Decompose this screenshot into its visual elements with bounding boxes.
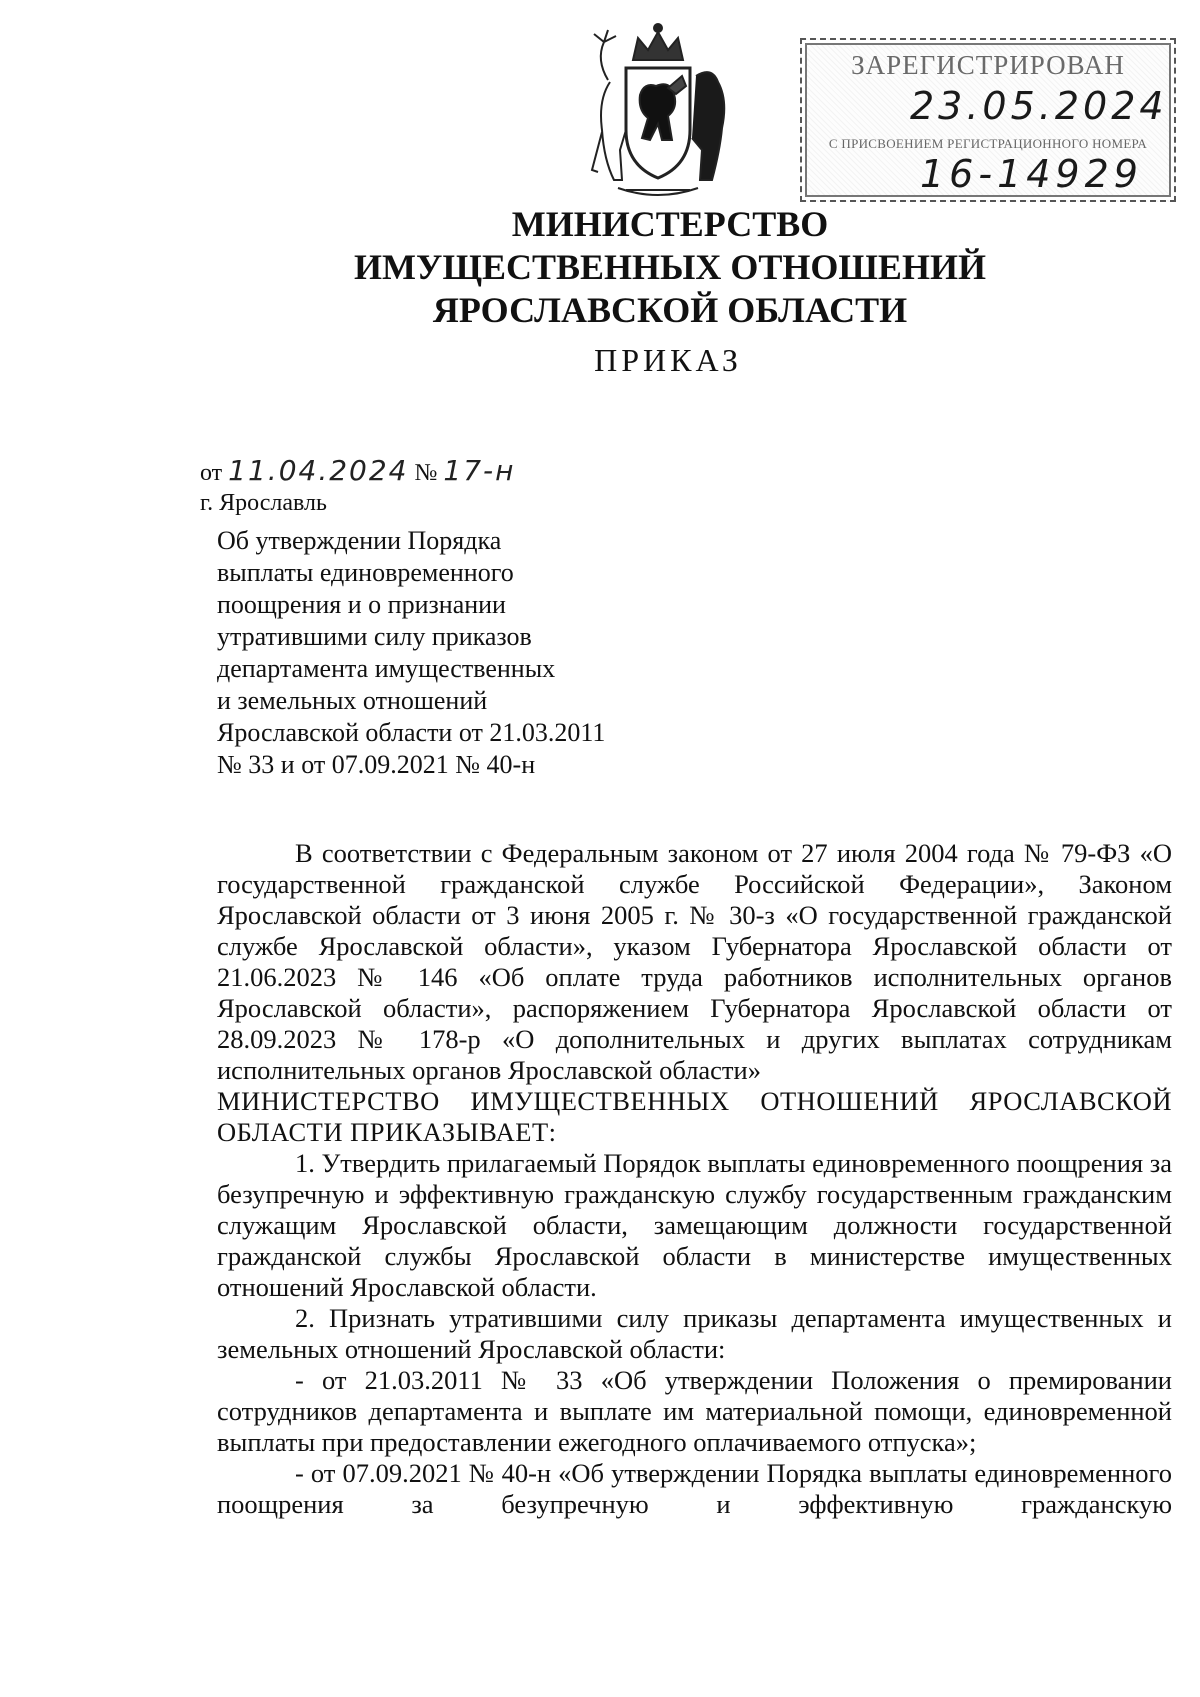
dash-item-1-paragraph: - от 21.03.2011 № 33 «Об утверждении Положения о премировании сотрудников департамента и выплате им материальной помощи, единовременной выплаты при предоставлении ежегодного оплачиваемого отпуска»;	[217, 1365, 1172, 1457]
city: г. Ярославль	[200, 490, 327, 516]
ministry-heading-line: МИНИСТЕРСТВО	[511, 204, 829, 244]
date-number-line	[200, 454, 515, 487]
order-subject	[217, 525, 717, 781]
item-1-paragraph: 1. Утвердить прилагаемый Порядок выплаты единовременного поощрения за безупречную и эффективную гражданскую службу государственным гражданским служащим Ярославской области, замещающим должности государственной гражданской службы Ярославской области в министерстве имущественных отношений Ярославской области.	[217, 1148, 1172, 1302]
order-body	[217, 838, 1172, 1520]
ministry-heading	[0, 203, 1200, 332]
subject-line: выплаты единовременного	[217, 558, 514, 587]
document-type: ПРИКАЗ	[594, 342, 742, 378]
stamp-date: 23.05.2024	[910, 84, 1168, 128]
stamp-registration-number: 16-14929	[920, 152, 1143, 196]
subject-line: утратившими силу приказов	[217, 622, 532, 651]
ministry-heading-line: ИМУЩЕСТВЕННЫХ ОТНОШЕНИЙ	[354, 247, 986, 287]
stamp-subtitle: С ПРИСВОЕНИЕМ РЕГИСТРАЦИОННОГО НОМЕРА	[828, 136, 1148, 151]
item-2-paragraph: 2. Признать утратившими силу приказы департамента имущественных и земельных отношений Ярославской области:	[217, 1303, 1172, 1364]
preamble-paragraph: В соответствии с Федеральным законом от 27 июля 2004 года № 79-ФЗ «О государственной гражданской службе Российской Федерации», Законом Ярославской области от 3 июня 2005 г. № 30-з «О государственной гражданской службе Ярославской области», указом Губернатора Ярославской области от 21.06.2023 № 146 «Об оплате труда работников исполнительных органов Ярославской области», распоряжением Губернатора Ярославской области от 28.09.2023 № 178-р «О дополнительных и других выплатах сотрудникам исполнительных органов Ярославской области»	[217, 838, 1172, 1085]
subject-line: поощрения и о признании	[217, 590, 506, 619]
from-label: от	[200, 460, 223, 486]
registration-stamp	[800, 38, 1176, 202]
subject-line: Об утверждении Порядка	[217, 526, 502, 555]
number-label: №	[414, 460, 438, 486]
order-number: 17-н	[443, 454, 516, 487]
subject-line: Ярославской области от 21.03.2011	[217, 718, 606, 747]
orders-paragraph: МИНИСТЕРСТВО ИМУЩЕСТВЕННЫХ ОТНОШЕНИЙ ЯРОСЛАВСКОЙ ОБЛАСТИ ПРИКАЗЫВАЕТ:	[217, 1086, 1172, 1147]
subject-line: и земельных отношений	[217, 686, 488, 715]
ministry-heading-line: ЯРОСЛАВСКОЙ ОБЛАСТИ	[432, 290, 908, 330]
order-date: 11.04.2024	[228, 454, 409, 487]
subject-line: № 33 и от 07.09.2021 № 40-н	[217, 750, 536, 779]
dash-item-2-paragraph: - от 07.09.2021 № 40-н «Об утверждении Порядка выплаты единовременного поощрения за безупречную и эффективную гражданскую	[217, 1458, 1172, 1519]
coat-of-arms-emblem	[578, 20, 738, 205]
stamp-title: ЗАРЕГИСТРИРОВАН	[851, 50, 1125, 80]
subject-line: департамента имущественных	[217, 654, 556, 683]
